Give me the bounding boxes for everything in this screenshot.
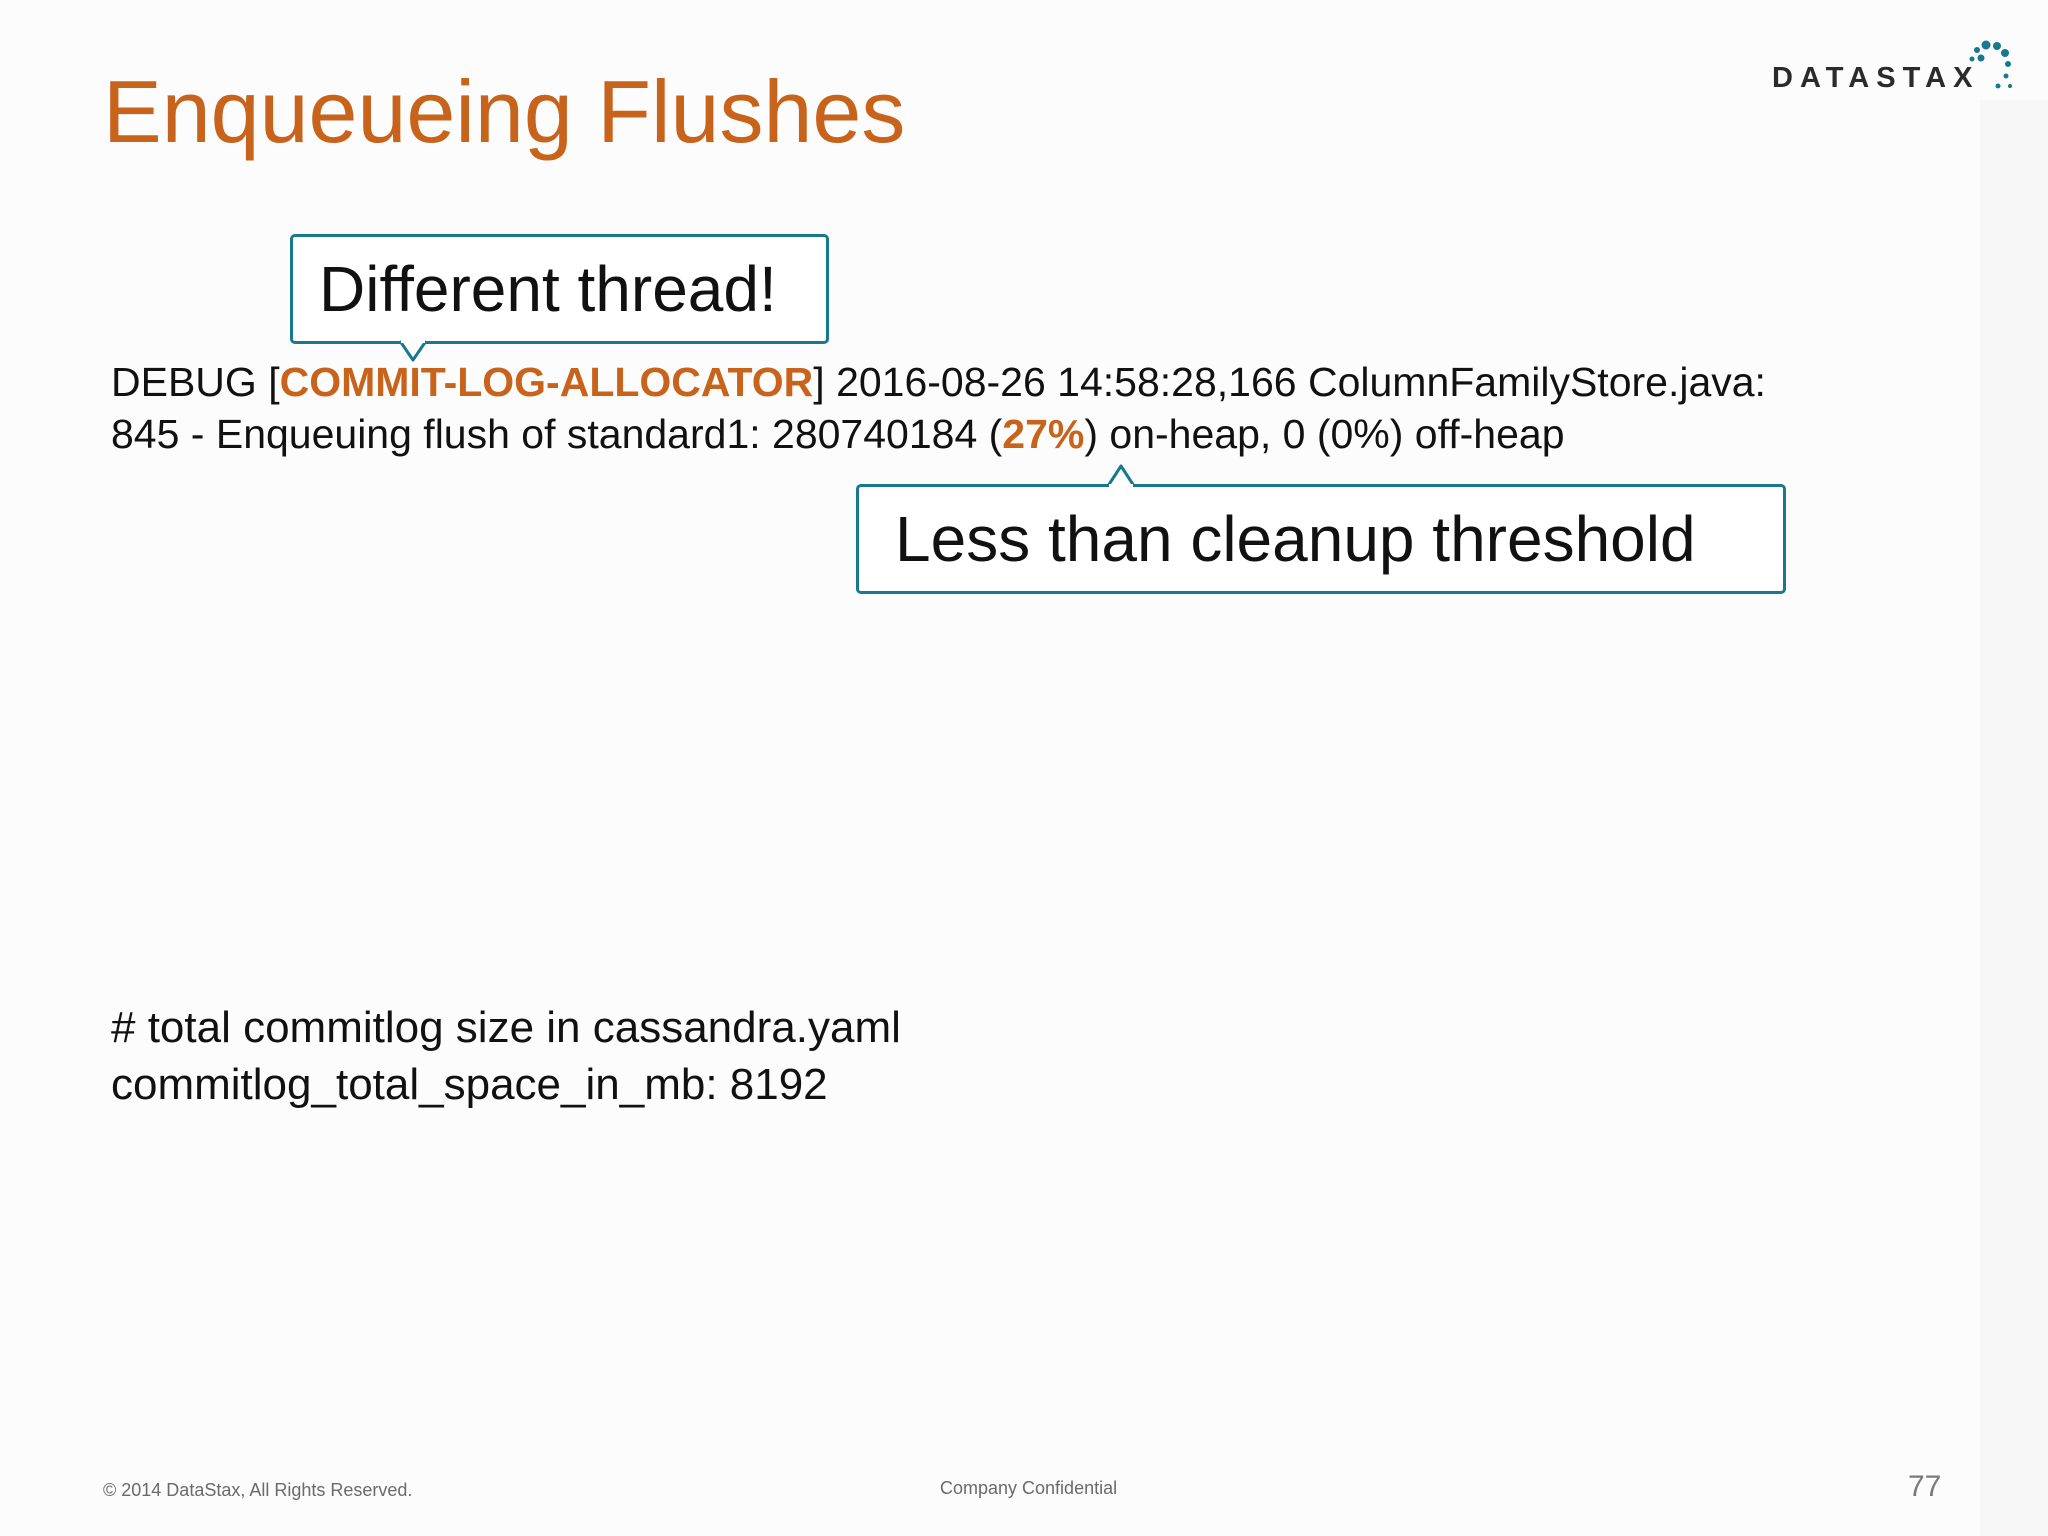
log-timestamp-source: ] 2016-08-26 14:58:28,166 ColumnFamilyStore.java: [813, 359, 1766, 405]
datastax-logo [1772, 36, 2022, 100]
footer-confidential: Company Confidential [940, 1478, 1118, 1498]
slide-title: Enqueueing Flushes [103, 62, 906, 161]
callout-different-thread [290, 234, 829, 344]
log-line-1 [111, 356, 1766, 408]
debug-log-entry [111, 356, 1766, 460]
footer-copyright: © 2014 DataStax, All Rights Reserved. [103, 1480, 413, 1500]
commitlog-config [111, 999, 901, 1113]
config-setting: commitlog_total_space_in_mb: 8192 [111, 1060, 828, 1109]
log-thread-name: COMMIT-LOG-ALLOCATOR [279, 359, 814, 405]
callout-cleanup-threshold [856, 484, 1786, 594]
logo-wordmark: DATASTAX [1772, 62, 1980, 94]
log-message-suffix: ) on-heap, 0 (0%) off-heap [1084, 411, 1565, 457]
log-line-2 [111, 408, 1766, 460]
callout-threshold-text: Less than cleanup threshold [895, 503, 1696, 575]
log-prefix: DEBUG [ [111, 359, 280, 405]
slide-edge-shade [1980, 100, 2048, 1536]
page-number: 77 [1908, 1470, 1942, 1503]
log-heap-percent: 27% [1002, 411, 1085, 457]
log-message: 845 - Enqueuing flush of standard1: 280740184 ( [111, 411, 1003, 457]
callout-threshold-pointer [1106, 463, 1136, 487]
config-comment: # total commitlog size in cassandra.yaml [111, 1003, 901, 1052]
callout-thread-text: Different thread! [319, 253, 777, 325]
